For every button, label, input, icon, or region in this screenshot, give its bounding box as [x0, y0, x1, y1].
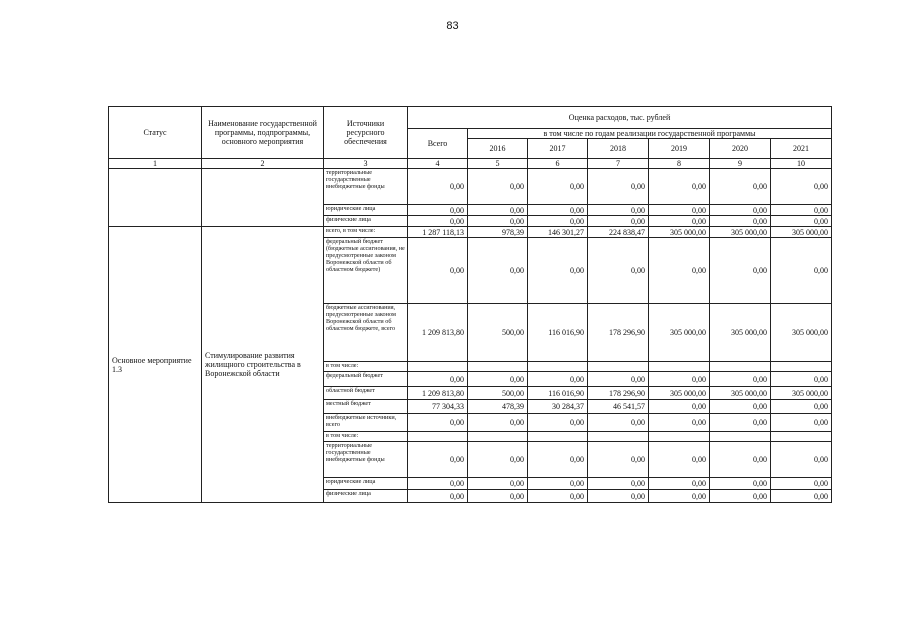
value-cell [468, 362, 528, 372]
column-index: 9 [710, 159, 771, 169]
value-cell: 305 000,00 [771, 304, 832, 362]
value-cell: 0,00 [649, 414, 710, 432]
value-cell: 0,00 [468, 238, 528, 304]
value-cell: 0,00 [468, 169, 528, 205]
table-row [109, 227, 832, 238]
source-cell: местный бюджет [324, 400, 408, 414]
header-name: Наименование государственной программы, подпрограммы, основного мероприятия [202, 107, 324, 159]
value-cell: 0,00 [771, 400, 832, 414]
column-index: 7 [588, 159, 649, 169]
value-cell [528, 362, 588, 372]
source-cell: в том числе: [324, 362, 408, 372]
source-cell: физические лица [324, 216, 408, 227]
value-cell: 0,00 [588, 490, 649, 503]
value-cell: 0,00 [710, 169, 771, 205]
source-cell: бюджетные ассигнования, предусмотренные законом Воронежской области об областном бюджете, всего [324, 304, 408, 362]
source-cell: юридические лица [324, 205, 408, 216]
table-row [109, 169, 832, 205]
value-cell: 0,00 [771, 372, 832, 387]
value-cell: 0,00 [771, 478, 832, 490]
value-cell: 0,00 [649, 372, 710, 387]
column-index: 8 [649, 159, 710, 169]
value-cell: 0,00 [528, 205, 588, 216]
value-cell: 0,00 [710, 400, 771, 414]
header-year: 2016 [468, 139, 528, 159]
value-cell: 0,00 [588, 216, 649, 227]
value-cell: 146 301,27 [528, 227, 588, 238]
measure-status: Основное мероприятие 1.3 [109, 227, 202, 503]
value-cell [771, 362, 832, 372]
value-cell: 0,00 [408, 478, 468, 490]
value-cell [649, 362, 710, 372]
value-cell: 0,00 [710, 490, 771, 503]
value-cell: 0,00 [408, 372, 468, 387]
value-cell: 116 016,90 [528, 387, 588, 400]
value-cell: 0,00 [468, 372, 528, 387]
header-estimate: Оценка расходов, тыс. рублей [408, 107, 832, 129]
value-cell: 224 838,47 [588, 227, 649, 238]
value-cell: 0,00 [588, 442, 649, 478]
value-cell: 305 000,00 [649, 387, 710, 400]
value-cell: 116 016,90 [528, 304, 588, 362]
value-cell: 305 000,00 [710, 387, 771, 400]
source-cell: всего, в том числе: [324, 227, 408, 238]
source-cell: федеральный бюджет (бюджетные ассигнования, не предусмотренные законом Воронежской области об областном бюджете) [324, 238, 408, 304]
value-cell: 0,00 [710, 414, 771, 432]
value-cell: 0,00 [588, 478, 649, 490]
value-cell: 0,00 [528, 372, 588, 387]
value-cell: 0,00 [649, 205, 710, 216]
value-cell: 77 304,33 [408, 400, 468, 414]
value-cell: 0,00 [468, 414, 528, 432]
value-cell: 0,00 [528, 478, 588, 490]
value-cell: 0,00 [649, 478, 710, 490]
column-index-row [109, 159, 832, 169]
value-cell [408, 362, 468, 372]
value-cell: 0,00 [649, 238, 710, 304]
column-index: 4 [408, 159, 468, 169]
header-status: Статус [109, 107, 202, 159]
value-cell: 305 000,00 [771, 227, 832, 238]
value-cell: 1 287 118,13 [408, 227, 468, 238]
source-cell: территориальные государственные внебюджетные фонды [324, 442, 408, 478]
source-cell: в том числе: [324, 432, 408, 442]
header-total: Всего [408, 129, 468, 159]
source-cell: федеральный бюджет [324, 372, 408, 387]
value-cell: 0,00 [468, 478, 528, 490]
budget-table [108, 106, 832, 503]
value-cell [649, 432, 710, 442]
value-cell: 0,00 [588, 372, 649, 387]
value-cell: 0,00 [710, 238, 771, 304]
value-cell: 0,00 [528, 442, 588, 478]
column-index: 1 [109, 159, 202, 169]
value-cell: 0,00 [468, 205, 528, 216]
value-cell: 500,00 [468, 387, 528, 400]
value-cell [468, 432, 528, 442]
value-cell: 0,00 [649, 400, 710, 414]
value-cell [408, 432, 468, 442]
measure-name: Стимулирование развития жилищного строительства в Воронежской области [202, 227, 324, 503]
header-year: 2017 [528, 139, 588, 159]
value-cell: 0,00 [408, 442, 468, 478]
source-cell: внебюджетные источники, всего [324, 414, 408, 432]
value-cell: 0,00 [649, 490, 710, 503]
value-cell: 1 209 813,80 [408, 304, 468, 362]
value-cell [710, 432, 771, 442]
header-year: 2019 [649, 139, 710, 159]
value-cell: 30 284,37 [528, 400, 588, 414]
value-cell [588, 432, 649, 442]
value-cell: 0,00 [588, 414, 649, 432]
value-cell: 305 000,00 [710, 227, 771, 238]
value-cell: 0,00 [710, 372, 771, 387]
header-year: 2020 [710, 139, 771, 159]
value-cell: 0,00 [588, 169, 649, 205]
value-cell: 0,00 [408, 216, 468, 227]
value-cell [588, 362, 649, 372]
value-cell: 1 209 813,80 [408, 387, 468, 400]
name-cell-empty [202, 169, 324, 227]
value-cell: 0,00 [408, 414, 468, 432]
header-year: 2021 [771, 139, 832, 159]
source-cell: областной бюджет [324, 387, 408, 400]
value-cell: 0,00 [710, 205, 771, 216]
status-cell-empty [109, 169, 202, 227]
value-cell: 0,00 [408, 238, 468, 304]
column-index: 6 [528, 159, 588, 169]
value-cell: 978,39 [468, 227, 528, 238]
value-cell: 478,39 [468, 400, 528, 414]
header-sources: Источники ресурсного обеспечения [324, 107, 408, 159]
value-cell: 178 296,90 [588, 304, 649, 362]
value-cell: 305 000,00 [649, 227, 710, 238]
value-cell [710, 362, 771, 372]
column-index: 2 [202, 159, 324, 169]
column-index: 3 [324, 159, 408, 169]
page-number: 83 [446, 20, 459, 32]
header-year: 2018 [588, 139, 649, 159]
value-cell: 0,00 [710, 478, 771, 490]
value-cell: 0,00 [771, 490, 832, 503]
value-cell: 0,00 [771, 169, 832, 205]
value-cell: 0,00 [468, 442, 528, 478]
value-cell: 0,00 [468, 216, 528, 227]
value-cell: 0,00 [649, 169, 710, 205]
source-cell: физические лица [324, 490, 408, 503]
value-cell: 305 000,00 [771, 387, 832, 400]
column-index: 10 [771, 159, 832, 169]
value-cell: 0,00 [771, 205, 832, 216]
source-cell: территориальные государственные внебюджетные фонды [324, 169, 408, 205]
value-cell: 305 000,00 [649, 304, 710, 362]
value-cell: 0,00 [649, 216, 710, 227]
value-cell: 500,00 [468, 304, 528, 362]
value-cell: 0,00 [528, 490, 588, 503]
value-cell: 0,00 [710, 216, 771, 227]
value-cell: 0,00 [771, 414, 832, 432]
value-cell: 0,00 [771, 216, 832, 227]
value-cell: 46 541,57 [588, 400, 649, 414]
value-cell: 0,00 [408, 205, 468, 216]
source-cell: юридические лица [324, 478, 408, 490]
value-cell: 0,00 [468, 490, 528, 503]
value-cell: 305 000,00 [710, 304, 771, 362]
value-cell: 0,00 [528, 169, 588, 205]
column-index: 5 [468, 159, 528, 169]
value-cell: 0,00 [528, 414, 588, 432]
value-cell: 0,00 [771, 442, 832, 478]
value-cell: 0,00 [771, 238, 832, 304]
value-cell: 0,00 [588, 238, 649, 304]
header-by-years: в том числе по годам реализации государственной программы [468, 129, 832, 139]
value-cell: 0,00 [710, 442, 771, 478]
value-cell: 0,00 [408, 169, 468, 205]
value-cell [528, 432, 588, 442]
value-cell: 0,00 [649, 442, 710, 478]
value-cell: 0,00 [408, 490, 468, 503]
value-cell: 0,00 [528, 238, 588, 304]
value-cell [771, 432, 832, 442]
value-cell: 0,00 [588, 205, 649, 216]
value-cell: 178 296,90 [588, 387, 649, 400]
value-cell: 0,00 [528, 216, 588, 227]
